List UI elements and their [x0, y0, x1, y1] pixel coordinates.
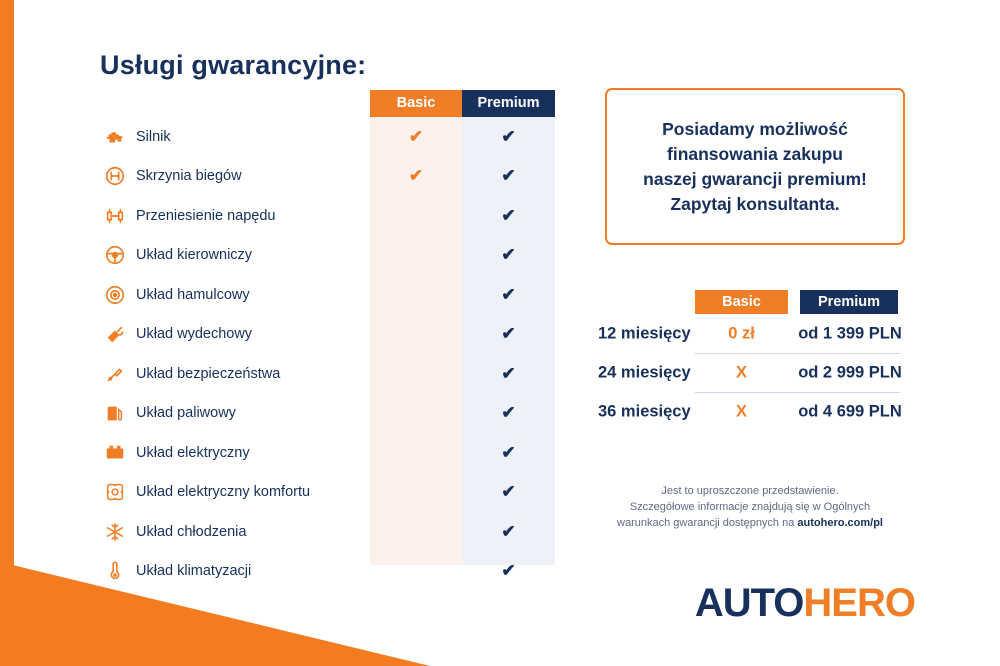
table-row-label: Przeniesienie napędu: [136, 207, 276, 224]
table-row-label: Układ kierowniczy: [136, 247, 253, 264]
price-premium: od 4 699 PLN: [798, 402, 902, 420]
price-basic: X: [735, 363, 747, 381]
table-row-label: Silnik: [136, 128, 171, 145]
autohero-logo: [695, 581, 915, 626]
logo-part-hero: HERO: [803, 581, 915, 625]
table-row-label: Układ chłodzenia: [136, 523, 247, 540]
footnote-line-3-prefix: warunkach gwarancji dostępnych na: [617, 517, 798, 529]
table-row-label: Układ paliwowy: [136, 405, 236, 422]
premium-mark: ✔: [501, 521, 516, 541]
exhaust-icon: [104, 323, 126, 345]
table-row: [100, 275, 555, 315]
table-row: [100, 236, 555, 276]
price-basic: X: [735, 402, 747, 420]
page-title: Usługi gwarancyjne:: [100, 50, 367, 80]
cooling-icon: [104, 521, 126, 543]
table-row: [100, 315, 555, 355]
promo-line-1: Posiadamy możliwość: [662, 118, 848, 139]
price-premium: od 2 999 PLN: [798, 363, 902, 381]
table-header-premium: Premium: [462, 90, 555, 117]
premium-mark: ✔: [501, 205, 516, 225]
table-row: [100, 354, 555, 394]
basic-mark: ✔: [408, 166, 424, 186]
premium-mark: ✔: [501, 363, 516, 383]
price-header-premium: Premium: [800, 290, 898, 314]
gearbox-icon: [104, 165, 126, 187]
table-row: [100, 512, 555, 552]
premium-mark: ✔: [501, 324, 516, 344]
table-row-label: Układ elektryczny: [136, 444, 250, 461]
footnote-line-3: [600, 515, 900, 531]
price-row: [590, 353, 910, 392]
logo-part-auto: AUTO: [694, 581, 804, 625]
premium-mark: ✔: [501, 166, 516, 186]
table-row-label: Układ elektryczny komfortu: [136, 484, 311, 501]
price-header-basic: Basic: [695, 290, 788, 314]
drivetrain-icon: [104, 205, 126, 227]
table-row: [100, 473, 555, 513]
table-header-basic: Basic: [370, 90, 462, 117]
footnote-line-2: Szczegółowe informacje znajdują się w Ogólnych: [629, 501, 871, 513]
price-row: [590, 314, 910, 353]
fuel-icon: [104, 402, 126, 424]
price-period: 12 miesięcy: [598, 324, 691, 342]
premium-mark: ✔: [501, 284, 516, 304]
table-row: [100, 394, 555, 434]
safety-icon: [104, 363, 126, 385]
premium-mark: ✔: [501, 442, 516, 462]
footnote-link[interactable]: autohero.com/pl: [797, 517, 883, 529]
promo-line-3: naszej gwarancji premium!: [643, 168, 867, 189]
price-premium: od 1 399 PLN: [798, 324, 902, 342]
table-row-label: Układ klimatyzacji: [136, 563, 252, 580]
premium-mark: ✔: [501, 403, 516, 423]
footnote-line-1: Jest to uproszczone przedstawienie.: [661, 485, 839, 497]
financing-promo-box: [605, 88, 905, 245]
brakes-icon: [104, 284, 126, 306]
steering-icon: [104, 244, 126, 266]
footnote: [600, 483, 900, 531]
table-row-label: Układ hamulcowy: [136, 286, 250, 303]
price-period: 36 miesięcy: [598, 402, 691, 420]
table-row: [100, 552, 555, 592]
premium-mark: ✔: [501, 561, 516, 581]
table-row-label: Układ wydechowy: [136, 326, 253, 343]
engine-icon: [104, 126, 126, 148]
comfort-icon: [104, 481, 126, 503]
table-row: [100, 117, 555, 157]
premium-mark: ✔: [501, 126, 516, 146]
price-basic: 0 zł: [728, 324, 755, 342]
premium-mark: ✔: [501, 245, 516, 265]
basic-mark: ✔: [408, 126, 424, 146]
table-row: [100, 433, 555, 473]
table-row-label: Skrzynia biegów: [136, 168, 242, 185]
table-row: [100, 157, 555, 197]
table-row: [100, 196, 555, 236]
price-period: 24 miesięcy: [598, 363, 691, 381]
ac-icon: [104, 560, 126, 582]
premium-mark: ✔: [501, 482, 516, 502]
price-row: [590, 392, 910, 431]
electrical-icon: [104, 442, 126, 464]
promo-line-2: finansowania zakupu: [667, 143, 843, 164]
promo-line-4: Zapytaj konsultanta.: [670, 193, 840, 214]
table-row-label: Układ bezpieczeństwa: [136, 365, 281, 382]
